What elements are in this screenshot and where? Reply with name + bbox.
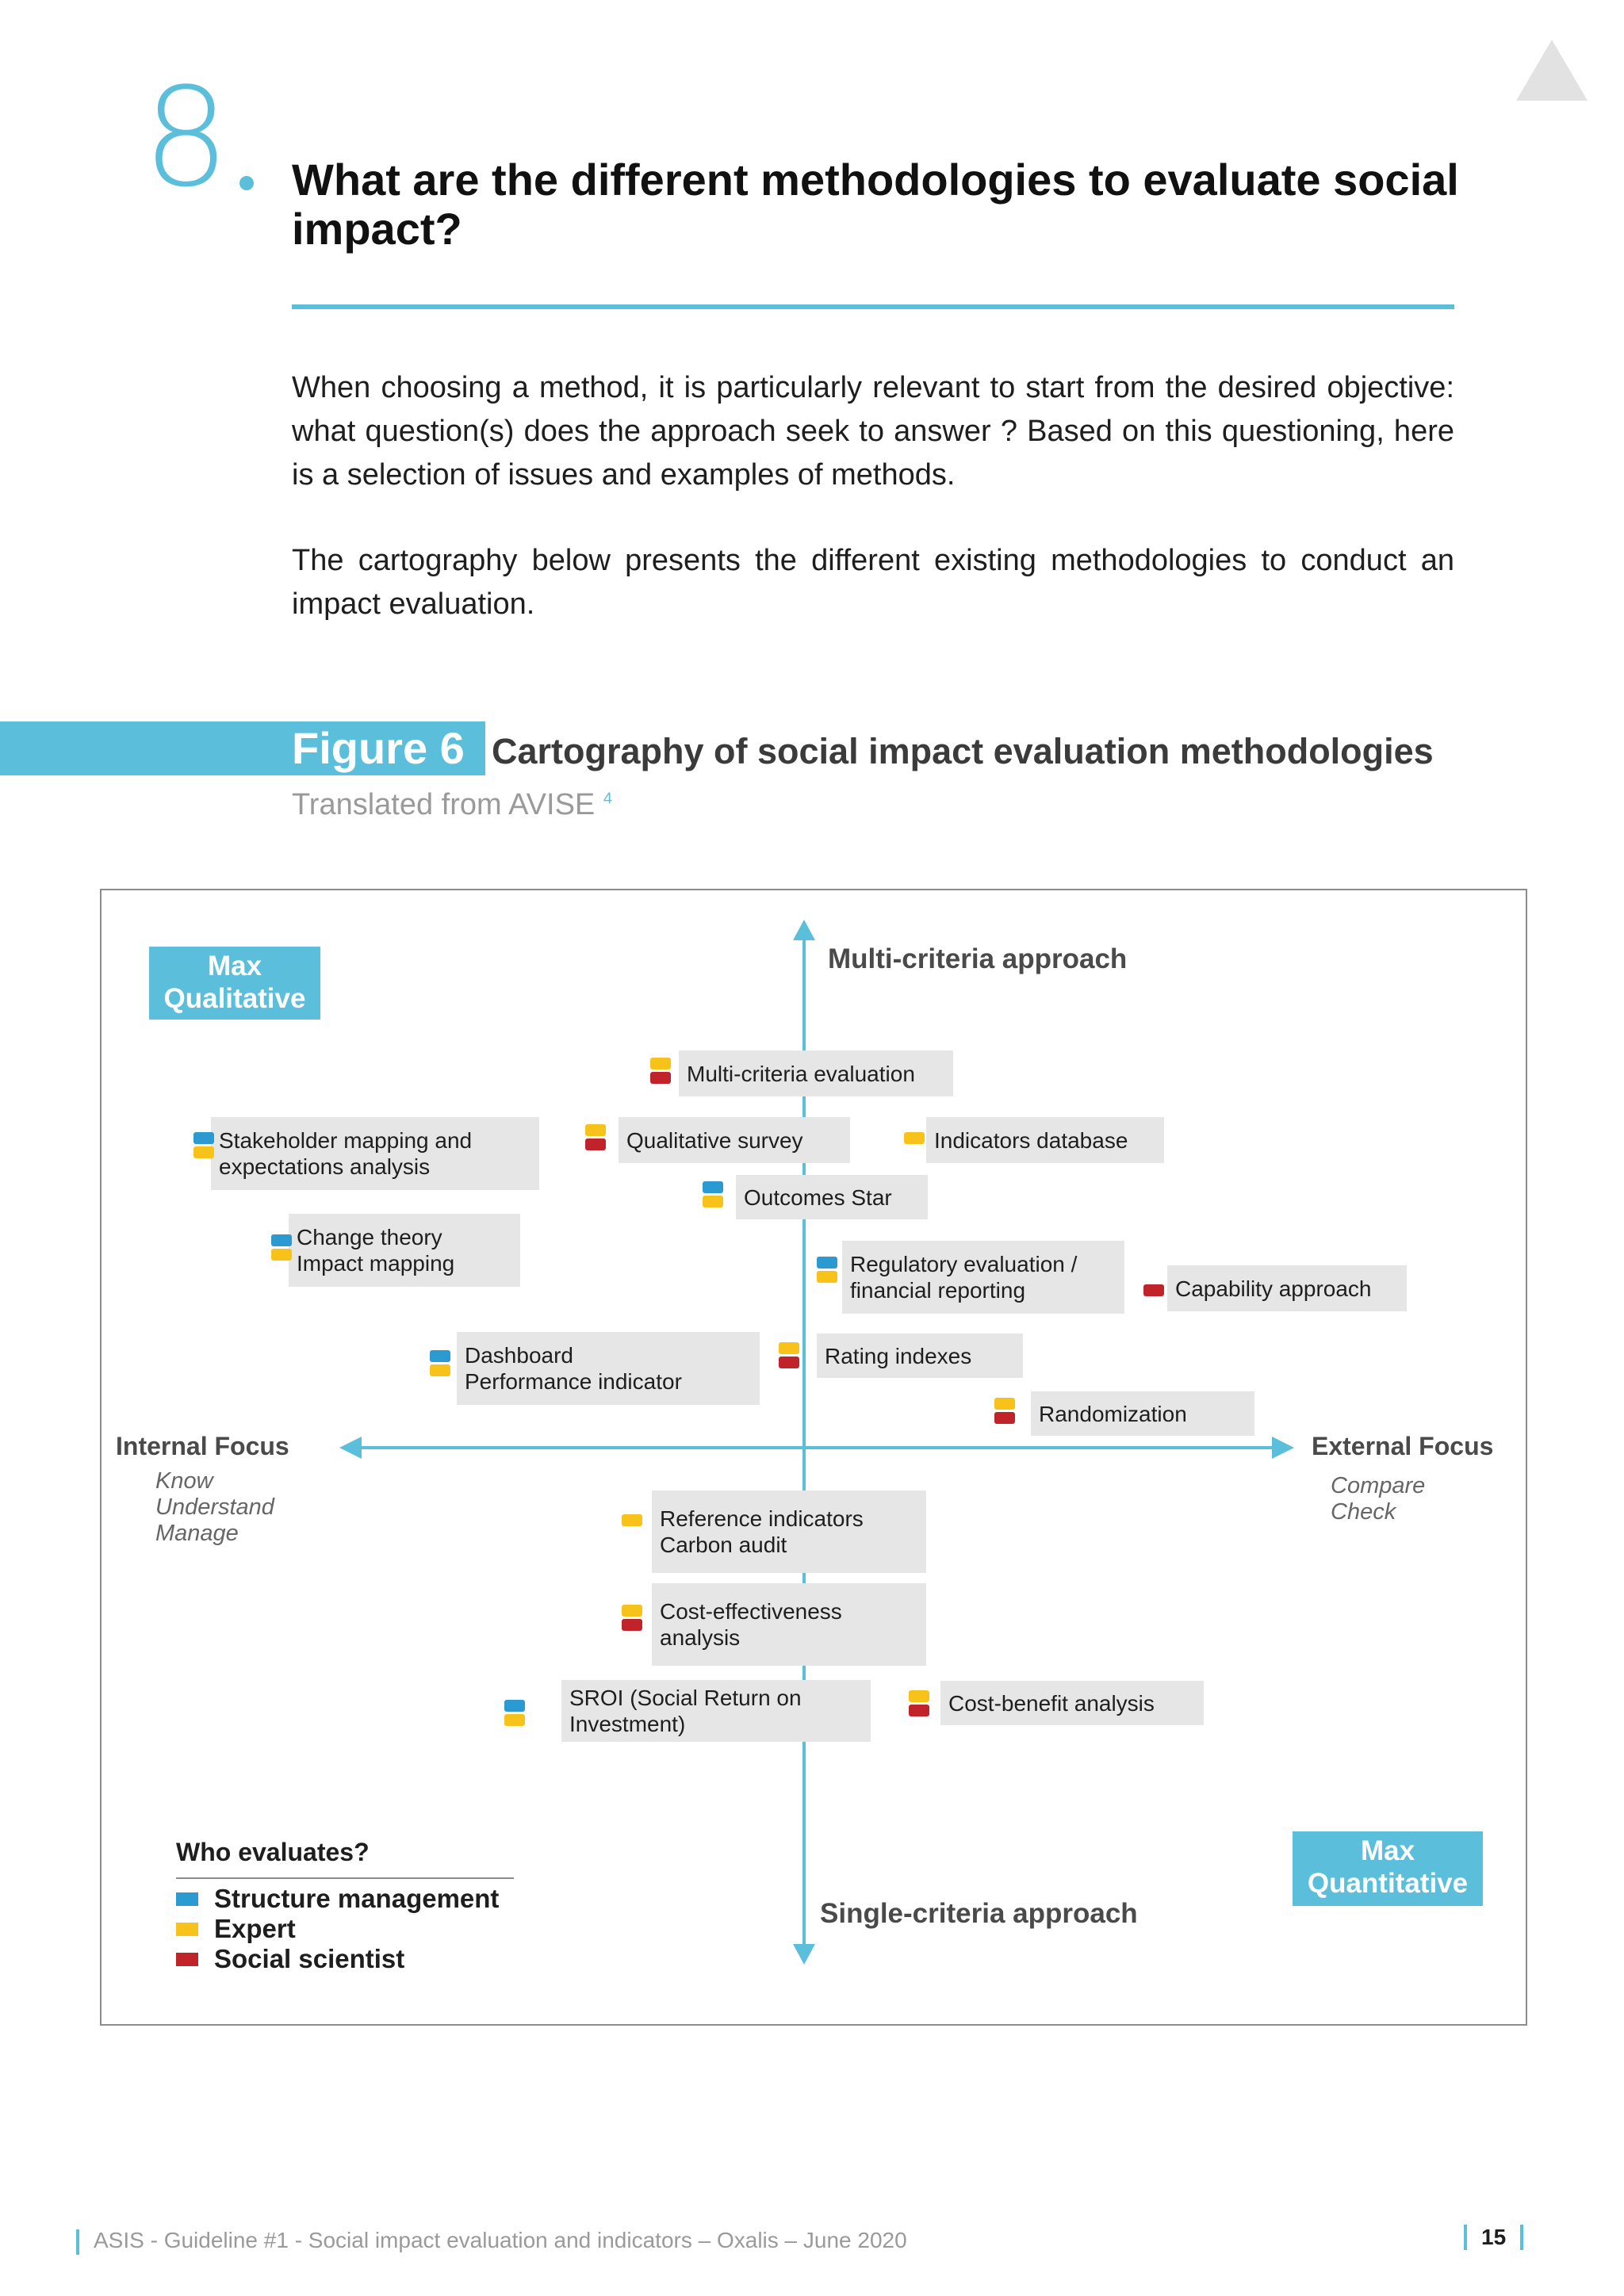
- footer: [76, 2228, 907, 2255]
- page-number: [1464, 2225, 1523, 2250]
- method-flags: [622, 1514, 642, 1526]
- figure-subtitle-text: Translated from AVISE: [292, 788, 596, 821]
- figure-label: Figure 6: [292, 723, 465, 773]
- axis-arrow-right: [1272, 1437, 1294, 1459]
- method-flags: [430, 1350, 450, 1376]
- expert-flag: [904, 1132, 925, 1144]
- intro-paragraph-2: The cartography below presents the different existing methodologies to conduct an impact evaluation.: [292, 544, 1454, 621]
- page-number-text: 15: [1481, 2225, 1507, 2249]
- method-box: [940, 1681, 1204, 1725]
- social-scientist-flag: [994, 1412, 1015, 1424]
- method-flags: [1143, 1284, 1164, 1296]
- method-flags: [779, 1342, 799, 1368]
- method-label: Rating indexes: [825, 1343, 972, 1368]
- method-flags: [193, 1132, 214, 1158]
- legend-item: [176, 1914, 499, 1944]
- method-flags: [622, 1605, 642, 1631]
- structure-management-flag: [430, 1350, 450, 1362]
- expert-flag: [271, 1249, 292, 1261]
- method-label: Capability approach: [1175, 1276, 1372, 1301]
- legend-label: Social scientist: [214, 1944, 405, 1973]
- expert-flag: [994, 1398, 1015, 1410]
- method-flags: [504, 1700, 525, 1726]
- social-scientist-flag: [622, 1619, 642, 1631]
- legend-swatch: [176, 1892, 198, 1906]
- expert-flag: [585, 1124, 606, 1136]
- legend-divider: [176, 1877, 514, 1879]
- expert-flag: [504, 1714, 525, 1726]
- axis-label-left-sub: Know Understand Manage: [155, 1468, 274, 1546]
- expert-flag: [193, 1146, 214, 1158]
- figure-footnote-link[interactable]: 4: [603, 790, 612, 808]
- method-label: Dashboard Performance indicator: [465, 1343, 682, 1394]
- method-box: [1031, 1391, 1254, 1436]
- expert-flag: [817, 1271, 837, 1283]
- max-quantitative-box: Max Quantitative: [1293, 1831, 1483, 1906]
- axis-label-right: External Focus: [1312, 1432, 1494, 1460]
- expert-flag: [622, 1514, 642, 1526]
- axis-arrow-left: [339, 1437, 362, 1459]
- legend-item: [176, 1944, 499, 1974]
- axis-arrow-up: [793, 920, 815, 940]
- horizontal-axis: [339, 1437, 1294, 1459]
- method-box: [457, 1332, 760, 1405]
- axis-label-right-sub: Compare Check: [1331, 1473, 1426, 1525]
- structure-management-flag: [703, 1181, 723, 1193]
- method-label: Indicators database: [934, 1127, 1128, 1153]
- social-scientist-flag: [909, 1705, 929, 1716]
- method-flags: [271, 1234, 292, 1261]
- figure-title: Cartography of social impact evaluation methodologies: [492, 731, 1434, 771]
- legend-label: Expert: [214, 1914, 296, 1943]
- expert-flag: [430, 1364, 450, 1376]
- expert-flag: [909, 1690, 929, 1702]
- method-label: Cost-benefit analysis: [948, 1690, 1155, 1716]
- method-label: SROI (Social Return on Investment): [569, 1686, 802, 1736]
- legend-swatch: [176, 1953, 198, 1966]
- legend-label: Structure management: [214, 1884, 500, 1913]
- method-label: Change theory Impact mapping: [297, 1225, 455, 1276]
- method-label: Regulatory evaluation / financial reporting: [850, 1252, 1078, 1303]
- expert-flag: [622, 1605, 642, 1617]
- method-label: Reference indicators Carbon audit: [660, 1506, 864, 1557]
- axis-label-top: Multi-criteria approach: [828, 943, 1128, 974]
- legend-title: Who evaluates?: [176, 1838, 370, 1866]
- structure-management-flag: [271, 1234, 292, 1246]
- method-flags: [904, 1132, 925, 1144]
- method-flags: [994, 1398, 1015, 1424]
- method-label: Randomization: [1039, 1401, 1187, 1426]
- structure-management-flag: [193, 1132, 214, 1144]
- method-box: [817, 1334, 1023, 1378]
- intro-paragraph-1: When choosing a method, it is particularly relevant to start from the desired objective: what question(s) does the approach seek to answer ? Based on this questioning, here is a selection of issues and examples of methods.: [292, 371, 1454, 492]
- axis-label-left: Internal Focus: [116, 1432, 289, 1460]
- social-scientist-flag: [650, 1072, 671, 1084]
- max-qualitative-box: Max Qualitative: [149, 947, 320, 1020]
- legend-swatch: [176, 1923, 198, 1936]
- method-box: [289, 1214, 520, 1287]
- method-box: [679, 1050, 953, 1096]
- expert-flag: [650, 1058, 671, 1070]
- page-number-bar-left: [1464, 2225, 1467, 2250]
- method-label: Stakeholder mapping and expectations analysis: [219, 1128, 473, 1179]
- method-flags: [817, 1257, 837, 1283]
- method-label: Cost-effectiveness analysis: [660, 1599, 842, 1650]
- method-label: Multi-criteria evaluation: [687, 1061, 915, 1086]
- social-scientist-flag: [585, 1138, 606, 1150]
- method-flags: [909, 1690, 929, 1716]
- method-box: [736, 1175, 928, 1219]
- method-box: [652, 1583, 926, 1666]
- method-label: Outcomes Star: [744, 1184, 892, 1210]
- section-title: What are the different methodologies to evaluate social impact?: [292, 155, 1459, 254]
- footer-accent-bar: [76, 2229, 79, 2255]
- social-scientist-flag: [779, 1357, 799, 1368]
- axis-arrow-down: [793, 1944, 815, 1965]
- method-flags: [585, 1124, 606, 1150]
- method-box: [561, 1680, 871, 1742]
- method-box: [842, 1241, 1124, 1314]
- social-scientist-flag: [1143, 1284, 1164, 1296]
- method-box: [926, 1117, 1164, 1163]
- expert-flag: [703, 1196, 723, 1207]
- method-box: [619, 1117, 850, 1163]
- method-box: [652, 1490, 926, 1573]
- method-box: [1167, 1265, 1407, 1311]
- structure-management-flag: [504, 1700, 525, 1712]
- legend-item: [176, 1884, 499, 1914]
- method-flags: [650, 1058, 671, 1084]
- method-box: [211, 1117, 539, 1190]
- axis-label-bottom: Single-criteria approach: [820, 1898, 1138, 1929]
- structure-management-flag: [817, 1257, 837, 1269]
- footer-text: ASIS - Guideline #1 - Social impact evaluation and indicators – Oxalis – June 2020: [94, 2228, 907, 2252]
- method-flags: [703, 1181, 723, 1207]
- expert-flag: [779, 1342, 799, 1354]
- page-number-bar-right: [1520, 2225, 1523, 2250]
- legend: [176, 1884, 499, 1974]
- method-label: Qualitative survey: [626, 1127, 803, 1153]
- section-number: 8: [143, 58, 230, 217]
